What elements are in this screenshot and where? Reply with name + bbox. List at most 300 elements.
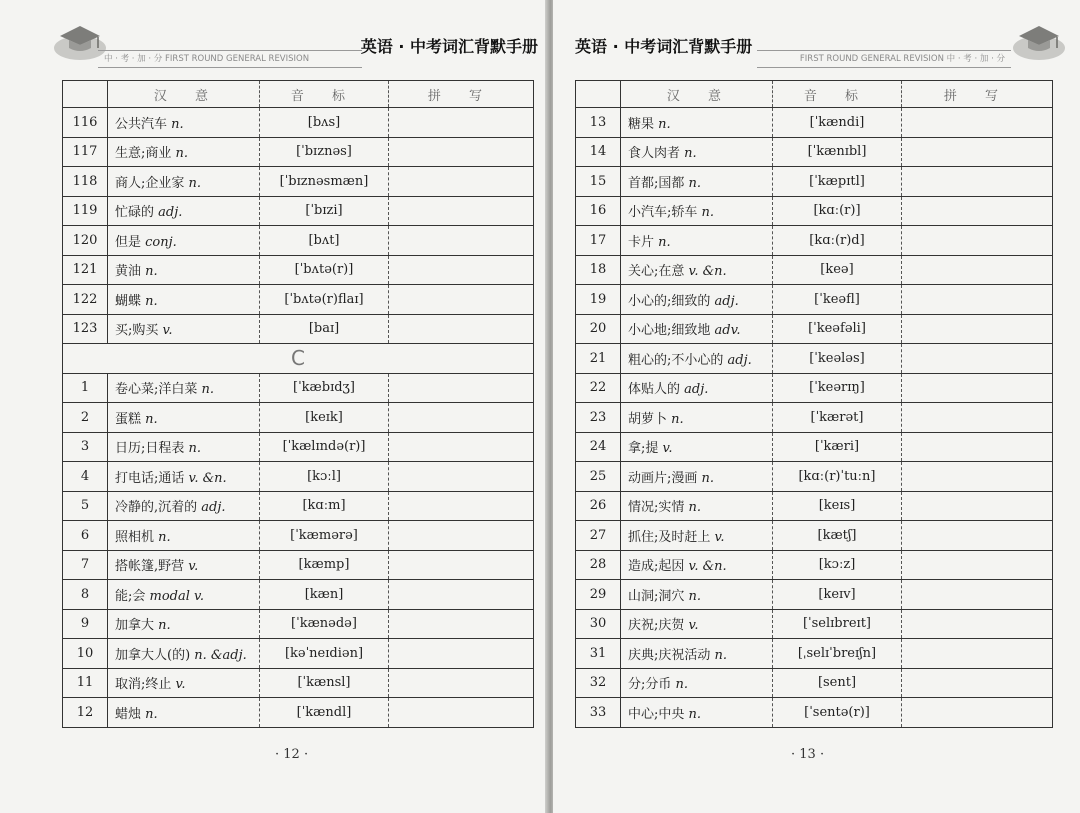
word-number: 13 [576,108,621,138]
word-meaning-cell [108,462,260,492]
word-meaning-cell [108,639,260,669]
word-number: 12 [63,698,108,728]
table-row [576,639,1053,669]
spelling-blank [902,403,1053,433]
spelling-blank [902,462,1053,492]
chinese-meaning: 卡片 [628,234,655,250]
chinese-meaning: 分;分币 [628,677,672,693]
part-of-speech: n. [701,205,715,221]
chinese-meaning: 食人肉者 [628,146,681,162]
left-header-banner [50,22,542,66]
chinese-meaning: 取消;终止 [115,677,172,693]
word-number: 10 [63,639,108,669]
part-of-speech: v. &n. [688,264,727,280]
word-number: 122 [63,285,108,315]
word-meaning-cell [621,668,773,698]
word-number: 28 [576,550,621,580]
phonetic-transcription: [ˈkændl] [260,698,389,728]
right-page [553,0,1080,813]
table-row [63,255,534,285]
part-of-speech: n. [671,411,684,427]
word-meaning-cell [108,108,260,138]
word-meaning-cell [108,226,260,256]
spelling-blank [902,167,1053,197]
spelling-blank [389,167,534,197]
spelling-blank [902,137,1053,167]
word-number: 5 [63,491,108,521]
table-row [576,550,1053,580]
spelling-blank [902,639,1053,669]
spelling-blank [389,314,534,344]
spelling-blank [902,108,1053,138]
spelling-blank [389,580,534,610]
word-meaning-cell [108,373,260,403]
part-of-speech: adj. [201,500,226,516]
chinese-meaning: 糖果 [628,116,655,132]
chinese-meaning: 小心地;细致地 [628,323,711,339]
phonetic-transcription: [kætʃ] [773,521,902,551]
word-number: 32 [576,668,621,698]
part-of-speech: n. [158,618,171,634]
table-row [63,226,534,256]
part-of-speech: v. [188,559,199,575]
right-header-title: 英语 · 中考词汇背默手册 [575,37,753,56]
word-number: 120 [63,226,108,256]
spelling-blank [902,226,1053,256]
part-of-speech: n. [145,264,158,280]
table-row [576,314,1053,344]
word-number: 31 [576,639,621,669]
chinese-meaning: 买;购买 [115,323,159,339]
word-meaning-cell [621,491,773,521]
word-number: 19 [576,285,621,315]
chinese-meaning: 日历;日程表 [115,441,185,457]
header-meaning: 汉 意 [108,81,260,108]
phonetic-transcription: [ˈkænɪbl] [773,137,902,167]
phonetic-transcription: [kɑːm] [260,491,389,521]
word-number: 26 [576,491,621,521]
part-of-speech: n. [675,677,689,693]
chinese-meaning: 山洞;洞穴 [628,588,685,604]
left-vocab-table [62,80,534,728]
table-row [576,432,1053,462]
spelling-blank [389,550,534,580]
table-row [63,167,534,197]
part-of-speech: n. [175,146,189,162]
phonetic-transcription: [kɑː(r)d] [773,226,902,256]
part-of-speech: n. [201,382,215,398]
chinese-meaning: 造成;起因 [628,559,685,575]
table-row [576,373,1053,403]
spelling-blank [902,314,1053,344]
word-meaning-cell [108,698,260,728]
part-of-speech: n. [188,175,202,191]
spelling-blank [389,196,534,226]
right-rows [576,108,1053,728]
word-meaning-cell [108,196,260,226]
word-number: 30 [576,609,621,639]
header-spelling: 拼 写 [902,81,1053,108]
phonetic-transcription: [ˈkæbɪdʒ] [260,373,389,403]
chinese-meaning: 蛋糕 [115,411,142,427]
word-number: 2 [63,403,108,433]
spelling-blank [902,668,1053,698]
word-number: 33 [576,698,621,728]
phonetic-transcription: [ˈkænədə] [260,609,389,639]
word-meaning-cell [621,698,773,728]
right-header-banner [571,22,1071,66]
table-row [63,196,534,226]
word-number: 17 [576,226,621,256]
word-number: 6 [63,521,108,551]
table-row [576,108,1053,138]
left-page-number: · 12 · [275,747,309,762]
word-number: 25 [576,462,621,492]
table-row [576,521,1053,551]
chinese-meaning: 但是 [115,234,142,250]
chinese-meaning: 加拿大人(的) [115,647,191,663]
word-meaning-cell [621,403,773,433]
spelling-blank [902,609,1053,639]
table-row [576,137,1053,167]
word-meaning-cell [108,580,260,610]
word-number: 7 [63,550,108,580]
chinese-meaning: 中心;中央 [628,706,685,722]
header-meaning: 汉 意 [621,81,773,108]
table-row [576,226,1053,256]
word-meaning-cell [621,432,773,462]
phonetic-transcription: [baɪ] [260,314,389,344]
table-row [576,609,1053,639]
word-number: 16 [576,196,621,226]
word-number: 4 [63,462,108,492]
word-meaning-cell [621,137,773,167]
table-row [576,491,1053,521]
part-of-speech: n. [684,146,697,162]
table-row [576,403,1053,433]
phonetic-transcription: [kɔːz] [773,550,902,580]
table-row [63,668,534,698]
chinese-meaning: 忙碌的 [115,205,155,221]
table-header-row [63,81,534,108]
part-of-speech: n. [145,706,158,722]
chinese-meaning: 庆典;庆祝活动 [628,647,711,663]
chinese-meaning: 情况;实情 [628,500,685,516]
table-row [576,344,1053,374]
word-meaning-cell [621,580,773,610]
word-meaning-cell [108,491,260,521]
word-meaning-cell [621,639,773,669]
word-meaning-cell [621,373,773,403]
part-of-speech: v. [175,677,186,693]
part-of-speech: v. &n. [188,470,227,486]
phonetic-transcription: [ˈbʌtə(r)flaɪ] [260,285,389,315]
word-number: 118 [63,167,108,197]
spelling-blank [389,285,534,315]
word-meaning-cell [621,255,773,285]
word-number: 24 [576,432,621,462]
chinese-meaning: 胡萝卜 [628,411,668,427]
spelling-blank [389,491,534,521]
table-row [63,521,534,551]
chinese-meaning: 能;会 [115,588,146,604]
spelling-blank [902,373,1053,403]
spelling-blank [902,580,1053,610]
phonetic-transcription: [ˈkeələs] [773,344,902,374]
word-meaning-cell [108,609,260,639]
word-meaning-cell [108,521,260,551]
chinese-meaning: 蝴蝶 [115,293,142,309]
phonetic-transcription: [keɪv] [773,580,902,610]
chinese-meaning: 搭帐篷,野营 [115,559,185,575]
phonetic-transcription: [keɪs] [773,491,902,521]
spelling-blank [902,491,1053,521]
spelling-blank [902,344,1053,374]
phonetic-transcription: [keə] [773,255,902,285]
part-of-speech: adj. [727,352,752,368]
spelling-blank [389,609,534,639]
right-page-number: · 13 · [791,747,825,762]
word-number: 21 [576,344,621,374]
table-row [63,285,534,315]
table-row [63,550,534,580]
spelling-blank [389,698,534,728]
chinese-meaning: 生意;商业 [115,146,172,162]
part-of-speech: n. [145,411,158,427]
word-number: 29 [576,580,621,610]
word-meaning-cell [621,521,773,551]
word-meaning-cell [621,550,773,580]
chinese-meaning: 商人;企业家 [115,175,185,191]
part-of-speech: n. [158,529,171,545]
table-row [63,609,534,639]
chinese-meaning: 公共汽车 [115,116,168,132]
table-row [576,167,1053,197]
header-number [576,81,621,108]
word-number: 14 [576,137,621,167]
phonetic-transcription: [keɪk] [260,403,389,433]
part-of-speech: n. [688,175,702,191]
word-meaning-cell [621,108,773,138]
word-meaning-cell [108,167,260,197]
table-row [63,373,534,403]
phonetic-transcription: [kɑː(r)ˈtuːn] [773,462,902,492]
part-of-speech: n. [688,706,702,722]
word-number: 123 [63,314,108,344]
chinese-meaning: 抓住;及时赶上 [628,529,711,545]
spelling-blank [902,432,1053,462]
word-meaning-cell [108,403,260,433]
word-meaning-cell [621,226,773,256]
phonetic-transcription: [ˈbʌtə(r)] [260,255,389,285]
word-meaning-cell [108,255,260,285]
phonetic-transcription: [ˈkærət] [773,403,902,433]
graduation-cap-emblem-icon [1011,18,1067,62]
part-of-speech: v. [714,529,725,545]
left-header-title: 英语 · 中考词汇背默手册 [360,37,538,56]
table-row [63,137,534,167]
word-meaning-cell [108,285,260,315]
part-of-speech: v. [162,323,173,339]
word-meaning-cell [621,196,773,226]
spelling-blank [389,403,534,433]
table-row [576,668,1053,698]
chinese-meaning: 打电话;通话 [115,470,185,486]
part-of-speech: adj. [684,382,709,398]
phonetic-transcription: [ˈbɪznəs] [260,137,389,167]
phonetic-transcription: [ˈkeəfəli] [773,314,902,344]
part-of-speech: n. [658,116,671,132]
table-row [576,196,1053,226]
chinese-meaning: 蜡烛 [115,706,142,722]
word-meaning-cell [108,314,260,344]
part-of-speech: v. [688,618,699,634]
table-row [63,462,534,492]
section-letter-row [63,344,534,374]
part-of-speech: v. &n. [688,559,727,575]
table-row [63,580,534,610]
table-row [63,639,534,669]
word-number: 8 [63,580,108,610]
table-row [576,285,1053,315]
phonetic-transcription: [kɑː(r)] [773,196,902,226]
spelling-blank [389,255,534,285]
phonetic-transcription: [ˈbɪzi] [260,196,389,226]
word-meaning-cell [108,550,260,580]
part-of-speech: n. &adj. [194,647,247,663]
word-number: 23 [576,403,621,433]
phonetic-transcription: [ˈkændi] [773,108,902,138]
word-number: 20 [576,314,621,344]
table-row [63,491,534,521]
phonetic-transcription: [kæn] [260,580,389,610]
part-of-speech: adj. [158,205,183,221]
phonetic-transcription: [bʌs] [260,108,389,138]
phonetic-transcription: [ˈselɪbreɪt] [773,609,902,639]
table-row [63,403,534,433]
word-number: 116 [63,108,108,138]
word-meaning-cell [621,344,773,374]
chinese-meaning: 黄油 [115,264,142,280]
table-row [63,698,534,728]
word-number: 18 [576,255,621,285]
part-of-speech: n. [688,588,702,604]
table-header-row [576,81,1053,108]
chinese-meaning: 加拿大 [115,618,155,634]
chinese-meaning: 卷心菜;洋白菜 [115,382,198,398]
right-vocab-table [575,80,1053,728]
phonetic-transcription: [kəˈneɪdiən] [260,639,389,669]
spelling-blank [902,550,1053,580]
spelling-blank [389,462,534,492]
spelling-blank [389,226,534,256]
part-of-speech: v. [662,441,673,457]
chinese-meaning: 首都;国都 [628,175,685,191]
chinese-meaning: 拿;提 [628,441,659,457]
table-row [576,698,1053,728]
word-meaning-cell [621,314,773,344]
spelling-blank [389,432,534,462]
chinese-meaning: 庆祝;庆贺 [628,618,685,634]
table-row [63,108,534,138]
spelling-blank [389,639,534,669]
word-number: 121 [63,255,108,285]
spelling-blank [389,108,534,138]
chinese-meaning: 冷静的,沉着的 [115,500,198,516]
chinese-meaning: 小心的;细致的 [628,293,711,309]
right-header-strip: FIRST ROUND GENERAL REVISION 中 · 考 · 加 · 分 [757,50,1011,68]
header-phonetic: 音 标 [773,81,902,108]
word-meaning-cell [108,668,260,698]
phonetic-transcription: [ˈkælɪndə(r)] [260,432,389,462]
section-letter: C [63,344,534,374]
word-meaning-cell [621,167,773,197]
left-rows-b-words [63,108,534,344]
word-number: 1 [63,373,108,403]
spelling-blank [902,521,1053,551]
chinese-meaning: 动画片;漫画 [628,470,698,486]
word-number: 22 [576,373,621,403]
phonetic-transcription: [ˈkeəfl] [773,285,902,315]
spelling-blank [389,137,534,167]
part-of-speech: n. [658,234,671,250]
part-of-speech: n. [171,116,184,132]
spelling-blank [902,196,1053,226]
left-header-strip: 中 · 考 · 加 · 分 FIRST ROUND GENERAL REVISION [98,50,362,68]
table-row [63,432,534,462]
part-of-speech: adv. [714,323,741,339]
phonetic-transcription: [sent] [773,668,902,698]
phonetic-transcription: [bʌt] [260,226,389,256]
phonetic-transcription: [kɔːl] [260,462,389,492]
word-number: 3 [63,432,108,462]
spelling-blank [902,285,1053,315]
chinese-meaning: 粗心的;不小心的 [628,352,724,368]
word-meaning-cell [621,609,773,639]
phonetic-transcription: [ˌselɪˈbreɪʃn] [773,639,902,669]
chinese-meaning: 体贴人的 [628,382,681,398]
word-meaning-cell [108,137,260,167]
spelling-blank [389,521,534,551]
table-row [63,314,534,344]
header-phonetic: 音 标 [260,81,389,108]
header-spelling: 拼 写 [389,81,534,108]
phonetic-transcription: [ˈkænsl] [260,668,389,698]
word-number: 119 [63,196,108,226]
phonetic-transcription: [ˈkeərɪŋ] [773,373,902,403]
phonetic-transcription: [kæmp] [260,550,389,580]
chinese-meaning: 小汽车;轿车 [628,205,698,221]
word-meaning-cell [108,432,260,462]
part-of-speech: modal v. [149,588,204,604]
part-of-speech: n. [188,441,202,457]
spelling-blank [389,373,534,403]
table-row [576,462,1053,492]
phonetic-transcription: [ˈkæri] [773,432,902,462]
part-of-speech: adj. [714,293,739,309]
table-row [576,580,1053,610]
header-number [63,81,108,108]
spelling-blank [902,698,1053,728]
phonetic-transcription: [ˈsentə(r)] [773,698,902,728]
phonetic-transcription: [ˈkæmərə] [260,521,389,551]
left-rows-c-words [63,373,534,727]
part-of-speech: n. [145,293,158,309]
word-meaning-cell [621,285,773,315]
part-of-speech: n. [714,647,728,663]
part-of-speech: n. [701,470,715,486]
part-of-speech: n. [688,500,702,516]
